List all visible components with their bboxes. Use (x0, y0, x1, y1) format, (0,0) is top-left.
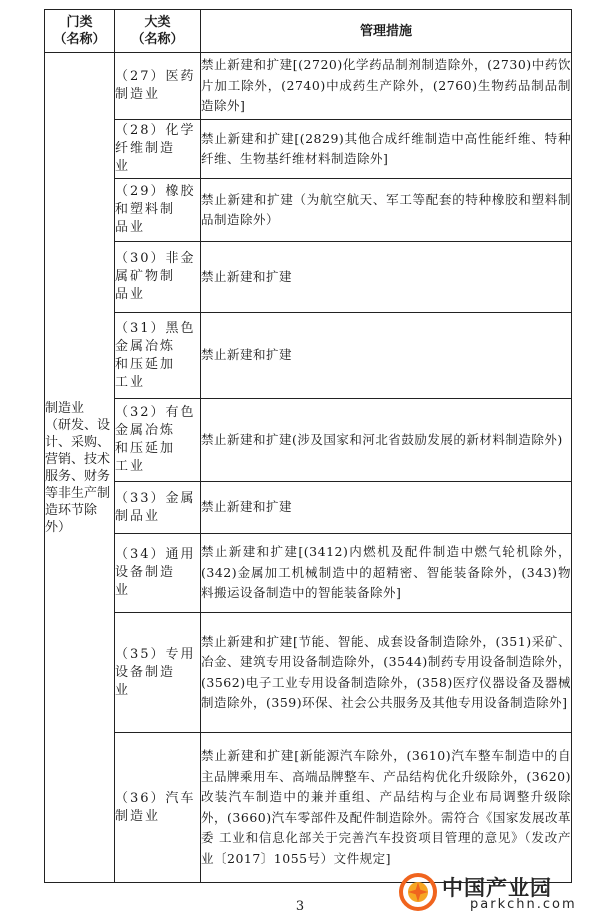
watermark-en: parkchn.com (470, 897, 577, 912)
page-number: 3 (295, 899, 305, 914)
subcategory-cell: （28）化学 纤维制造 业 (115, 120, 201, 179)
subcategory-cell: （34）通用 设备制造 业 (115, 534, 201, 613)
sun-logo-icon (398, 872, 438, 912)
category-label: 制造业 （研发、设计、采购、营销、技术服务、财务等非生产制造环节除外） (45, 400, 111, 535)
category-cell (45, 53, 115, 883)
measure-cell: 禁止新建和扩建[(2829)其他合成纤维制造中高性能纤维、特种纤维、生物基纤维材料制造除外] (201, 120, 572, 179)
measure-cell: 禁止新建和扩建[节能、智能、成套设备制造除外，(351)采矿、冶金、建筑专用设备制造除外，(3544)制药专用设备制造除外，(3562)电子工业专用设备制造除外，(358)医疗仪器设备及器械制造除外，(359)环保、社会公共服务及其他专用设备制造除外] (201, 613, 572, 733)
policy-table (44, 9, 572, 883)
measure-cell: 禁止新建和扩建(涉及国家和河北省鼓励发展的新材料制造除外) (201, 399, 572, 482)
measure-cell: 禁止新建和扩建[新能源汽车除外，(3610)汽车整车制造中的自主品牌乘用车、高端品牌整车、产品结构优化升级除外，(3620)改装汽车制造中的兼并重组、产品结构与企业布局调整升级除外，(3660)汽车零部件及配件制造除外。需符合《国家发展改革委 工业和信息化部关于完善汽车投资项目管理的意见》（发改产业〔2017〕1055号）文件规定] (201, 733, 572, 883)
watermark-logo (398, 868, 594, 916)
subcategory-cell: （35）专用 设备制造 业 (115, 613, 201, 733)
subcategory-cell: （32）有色 金属冶炼 和压延加 工业 (115, 399, 201, 482)
measure-cell: 禁止新建和扩建[(2720)化学药品制剂制造除外，(2730)中药饮片加工除外，(2740)中成药生产除外，(2760)生物药品制品制造除外] (201, 53, 572, 120)
header-measures: 管理措施 (201, 10, 572, 53)
subcategory-cell: （33）金属 制品业 (115, 482, 201, 534)
measure-cell: 禁止新建和扩建 (201, 482, 572, 534)
measure-cell: 禁止新建和扩建 (201, 313, 572, 399)
header-category: 门类 （名称） (45, 10, 115, 53)
measure-cell: 禁止新建和扩建（为航空航天、军工等配套的特种橡胶和塑料制品制造除外） (201, 179, 572, 242)
subcategory-cell: （27）医药 制造业 (115, 53, 201, 120)
subcategory-cell: （29）橡胶 和塑料制 品业 (115, 179, 201, 242)
measure-cell: 禁止新建和扩建[(3412)内燃机及配件制造中燃气轮机除外，(342)金属加工机械制造中的超精密、智能装备除外，(343)物料搬运设备制造中的智能装备除外] (201, 534, 572, 613)
measure-cell: 禁止新建和扩建 (201, 242, 572, 313)
header-subcategory: 大类 （名称） (115, 10, 201, 53)
subcategory-cell: （36）汽车 制造业 (115, 733, 201, 883)
subcategory-cell: （31）黑色 金属冶炼 和压延加 工业 (115, 313, 201, 399)
subcategory-cell: （30）非金 属矿物制 品业 (115, 242, 201, 313)
watermark-cn: 中国产业园 (442, 876, 552, 900)
